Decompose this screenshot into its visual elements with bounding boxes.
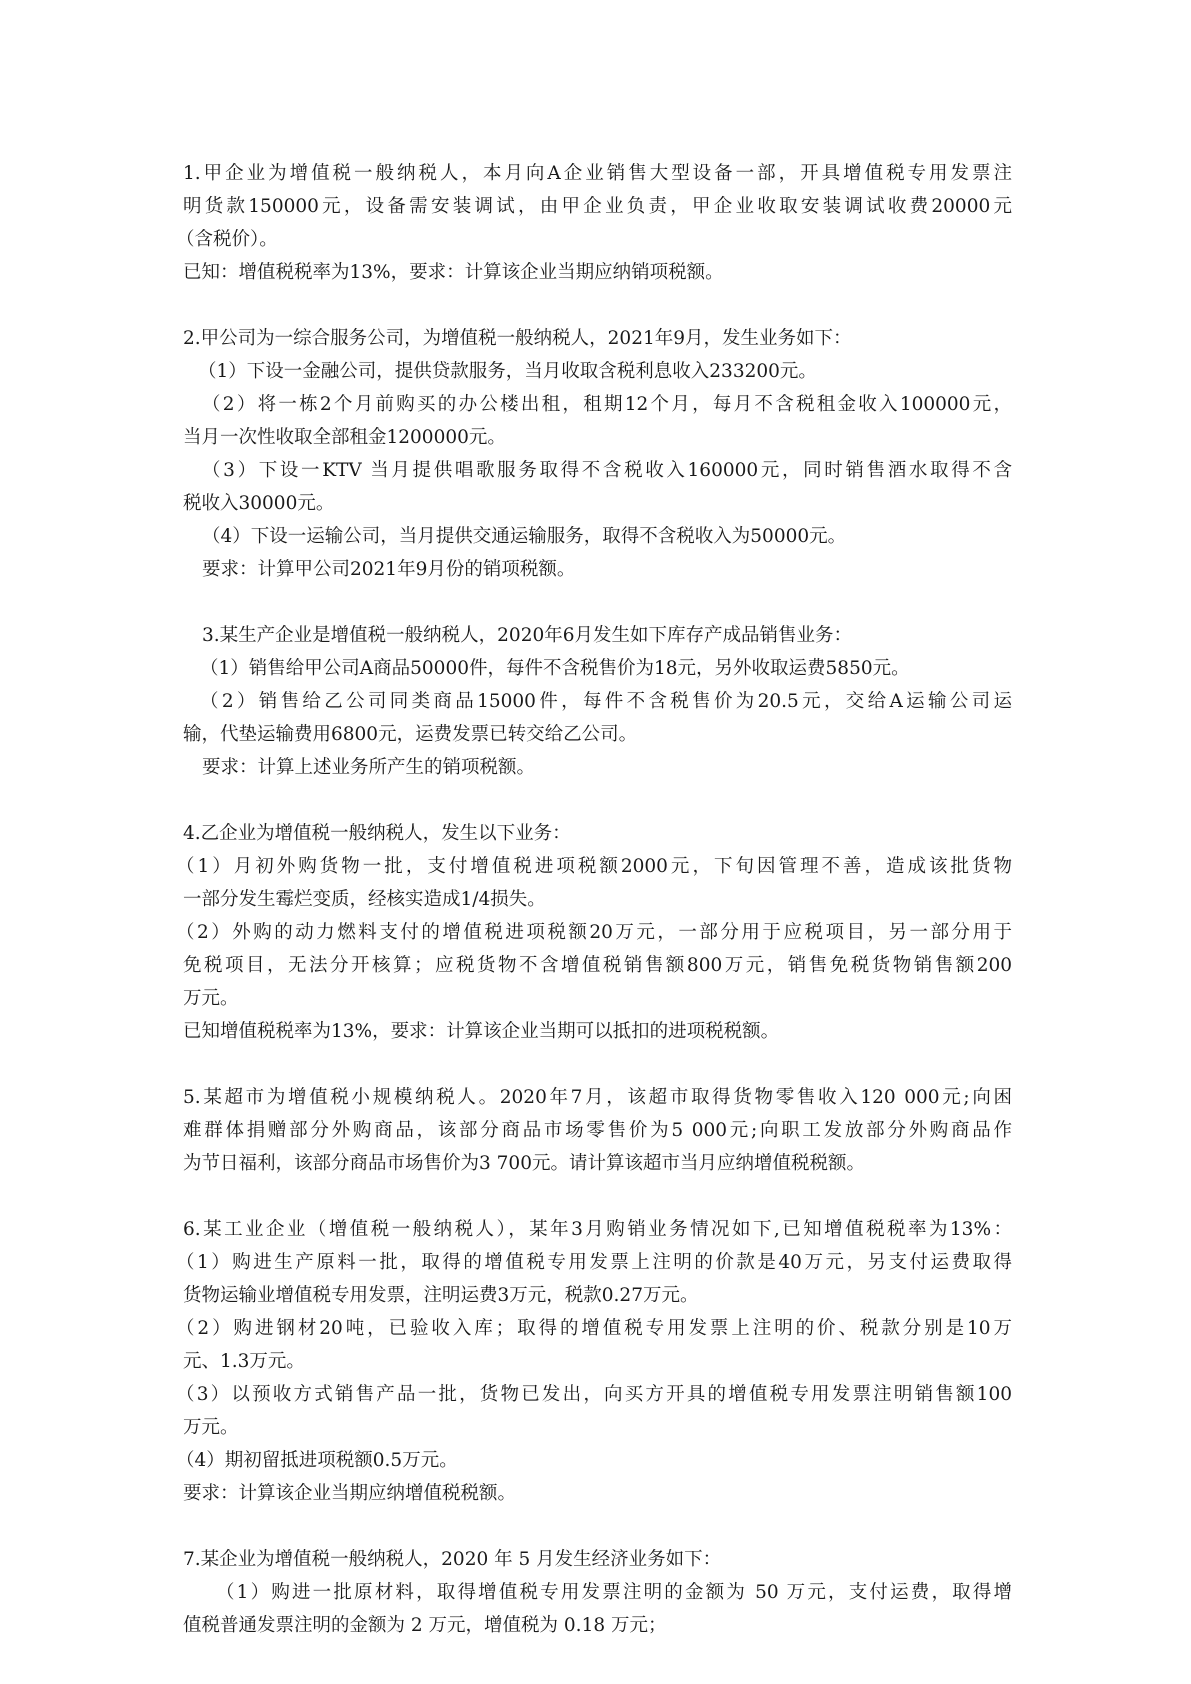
problem-2-line-4: 当月一次性收取全部租金1200000元。	[183, 427, 506, 448]
problem-6-line-9: 要求：计算该企业当期应纳增值税税额。	[183, 1483, 517, 1504]
problem-1-line-2: 明货款150000元，设备需安装调试，由甲企业负责，甲企业收取安装调试收费20000元	[183, 196, 1012, 217]
problem-3-line-1: 3.某生产企业是增值税一般纳税人，2020年6月发生如下库存产成品销售业务：	[202, 625, 853, 646]
problem-6-line-6: （3）以预收方式销售产品一批，货物已发出，向买方开具的增值税专用发票注明销售额100	[176, 1384, 1012, 1405]
problem-2-line-3: （2）将一栋2个月前购买的办公楼出租，租期12个月，每月不含税租金收入100000元，	[202, 394, 1012, 415]
problem-4-line-4: （2）外购的动力燃料支付的增值税进项税额20万元，一部分用于应税项目，另一部分用于	[176, 922, 1012, 943]
problem-4-line-5: 免税项目，无法分开核算；应税货物不含增值税销售额800万元，销售免税货物销售额200	[183, 955, 1012, 976]
problem-4-line-1: 4.乙企业为增值税一般纳税人，发生以下业务：	[183, 823, 571, 844]
problem-1-line-4: 已知：增值税税率为13%，要求：计算该企业当期应纳销项税额。	[183, 262, 724, 283]
problem-2-line-1: 2.甲公司为一综合服务公司，为增值税一般纳税人，2021年9月，发生业务如下：	[183, 328, 852, 349]
problem-4-line-3: 一部分发生霉烂变质，经核实造成1/4损失。	[183, 889, 546, 910]
problem-6-line-2: （1）购进生产原料一批，取得的增值税专用发票上注明的价款是40万元，另支付运费取得	[176, 1252, 1012, 1273]
problem-4-line-7: 已知增值税税率为13%，要求：计算该企业当期可以抵扣的进项税税额。	[183, 1021, 780, 1042]
problem-6-line-5: 元、1.3万元。	[183, 1351, 305, 1372]
problem-5-line-3: 为节日福利，该部分商品市场售价为3 700元。请计算该超市当月应纳增值税税额。	[183, 1153, 865, 1174]
problem-3-line-2: （1）销售给甲公司A商品50000件，每件不含税售价为18元，另外收取运费5850元。	[200, 658, 910, 679]
problem-4-line-2: （1）月初外购货物一批，支付增值税进项税额2000元，下旬因管理不善，造成该批货物	[176, 856, 1012, 877]
problem-2-line-7: （4）下设一运输公司，当月提供交通运输服务，取得不含税收入为50000元。	[202, 526, 847, 547]
problem-2-line-5: （3）下设一KTV 当月提供唱歌服务取得不含税收入160000元，同时销售酒水取得不含	[202, 460, 1012, 481]
problem-4-line-6: 万元。	[183, 988, 239, 1009]
problem-1-line-1: 1.甲企业为增值税一般纳税人，本月向A企业销售大型设备一部，开具增值税专用发票注	[183, 163, 1012, 184]
problem-1-line-3: （含税价）。	[176, 229, 278, 250]
problem-6-line-3: 货物运输业增值税专用发票，注明运费3万元，税款0.27万元。	[183, 1285, 699, 1306]
problem-7-line-3: 值税普通发票注明的金额为 2 万元，增值税为 0.18 万元；	[183, 1615, 667, 1636]
problem-6-line-1: 6.某工业企业（增值税一般纳税人），某年3月购销业务情况如下,已知增值税税率为13%：	[183, 1219, 1012, 1240]
problem-5-line-2: 难群体捐赠部分外购商品，该部分商品市场零售价为5 000元;向职工发放部分外购商品作	[183, 1120, 1012, 1141]
problem-7-line-1: 7.某企业为增值税一般纳税人，2020 年 5 月发生经济业务如下：	[183, 1549, 722, 1570]
problem-3-line-4: 输，代垫运输费用6800元，运费发票已转交给乙公司。	[183, 724, 638, 745]
problem-2-line-8: 要求：计算甲公司2021年9月份的销项税额。	[202, 559, 576, 580]
problem-2-line-6: 税收入30000元。	[183, 493, 335, 514]
problem-6-line-7: 万元。	[183, 1417, 239, 1438]
problem-3-line-3: （2）销售给乙公司同类商品15000件，每件不含税售价为20.5元，交给A运输公司运	[200, 691, 1012, 712]
problem-6-line-4: （2）购进钢材20吨，已验收入库；取得的增值税专用发票上注明的价、税款分别是10万	[176, 1318, 1012, 1339]
problem-3-line-5: 要求：计算上述业务所产生的销项税额。	[202, 757, 536, 778]
problem-6-line-8: （4）期初留抵进项税额0.5万元。	[176, 1450, 458, 1471]
problem-5-line-1: 5.某超市为增值税小规模纳税人。2020年7月，该超市取得货物零售收入120 000元;向困	[183, 1087, 1012, 1108]
problem-7-line-2: （1）购进一批原材料，取得增值税专用发票注明的金额为 50 万元，支付运费，取得增	[216, 1582, 1012, 1603]
problem-2-line-2: （1）下设一金融公司，提供贷款服务，当月收取含税利息收入233200元。	[198, 361, 817, 382]
